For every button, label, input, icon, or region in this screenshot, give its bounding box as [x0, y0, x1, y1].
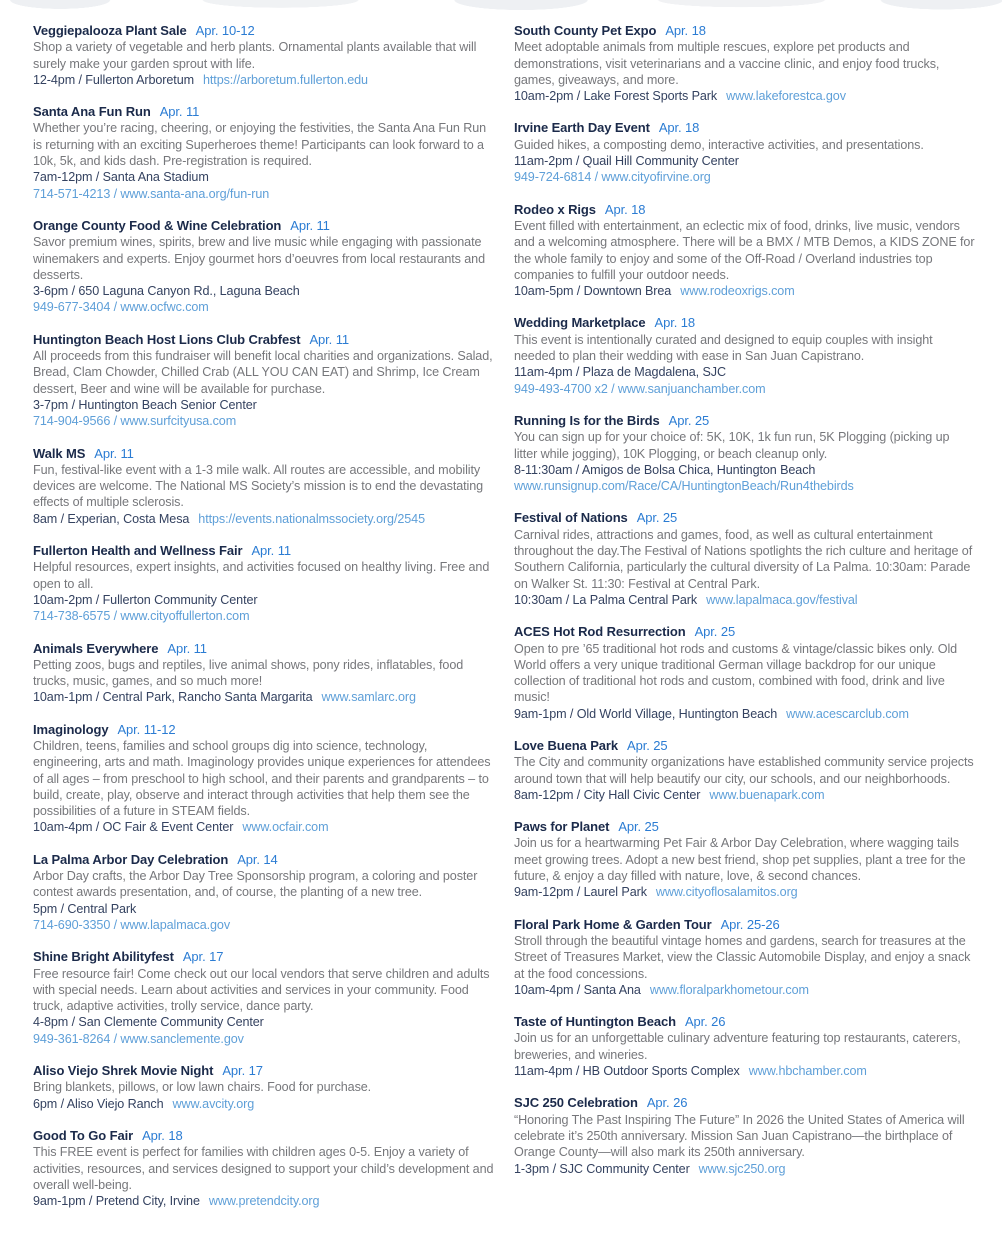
- event-description: This event is intentionally curated and designed to equip couples with insight needed to plan their wedding with ease in San Juan Capistrano.: [514, 332, 933, 364]
- event-schedule-line: [33, 819, 494, 835]
- event-header: [514, 917, 975, 933]
- event-schedule-line: [514, 1161, 975, 1177]
- event-description: Whether you’re racing, cheering, or enjoying the festivities, the Santa Ana Fun Run is returning with an exciting Superheroes theme! Participants can look forward to a 10k, 5k, and kids dash. Pre-registration is required.: [33, 121, 487, 169]
- event-date: Apr. 18: [142, 1127, 183, 1143]
- event-schedule-link[interactable]: https://events.nationalmssociety.org/2545: [198, 511, 425, 526]
- event-date: Apr. 25: [694, 624, 736, 640]
- event-schedule: 11am-2pm / Quail Hill Community Center: [514, 154, 739, 169]
- events-columns: [33, 23, 975, 1225]
- event-contact-link[interactable]: 949-724-6814 / www.cityofirvine.org: [514, 170, 711, 185]
- event-description: Open to pre ’65 traditional hot rods and customs & vintage/classic bikes only. Old World offers a very unique traditional German village backdrop for our unique collection of traditional hot rods and custom, combined with food, drink and live music!: [514, 641, 958, 705]
- event-schedule: 11am-4pm / HB Outdoor Sports Complex: [514, 1064, 740, 1079]
- event-contact-line: [33, 917, 494, 933]
- event-contact-line: [514, 478, 975, 494]
- event-title: ACES Hot Rod Resurrection: [514, 624, 686, 640]
- event-title: Fullerton Health and Wellness Fair: [33, 543, 243, 559]
- event-header: [514, 413, 975, 429]
- event-contact-link[interactable]: 714-904-9566 / www.surfcityusa.com: [33, 414, 237, 429]
- event-schedule-line: [514, 462, 975, 478]
- events-column-right: [514, 23, 975, 1225]
- event-card: [514, 315, 975, 396]
- event-schedule-line: [514, 153, 975, 169]
- events-column-left: [33, 23, 494, 1225]
- event-description: Petting zoos, bugs and reptiles, live animal shows, pony rides, inflatables, food trucks, music, games, and so much more!: [33, 657, 464, 689]
- event-date: Apr. 11: [167, 640, 207, 656]
- event-card: [33, 1063, 494, 1112]
- event-date: Apr. 11: [309, 331, 349, 347]
- event-card: [514, 202, 975, 300]
- event-schedule-line: [33, 169, 494, 185]
- event-schedule-link[interactable]: https://arboretum.fullerton.edu: [203, 72, 368, 87]
- event-title: Orange County Food & Wine Celebration: [33, 217, 282, 233]
- event-description: Event filled with entertainment, an eclectic mix of food, drinks, live music, vendors and a welcoming atmosphere. There will be a BMX / MTB Demos, a KIDS ZONE for the whole family to enjoy and some of the Off-Road / Overland industries top companies to fulfill your outdoor needs.: [514, 218, 975, 282]
- event-schedule-line: [514, 364, 975, 380]
- event-card: [514, 1095, 975, 1176]
- event-schedule: 4-8pm / San Clemente Community Center: [33, 1015, 264, 1030]
- event-card: [33, 446, 494, 527]
- event-schedule: 10am-4pm / OC Fair & Event Center: [33, 820, 234, 835]
- event-title: Floral Park Home & Garden Tour: [514, 916, 712, 932]
- event-card: [33, 949, 494, 1047]
- event-card: [514, 510, 975, 608]
- event-schedule-line: [33, 1014, 494, 1030]
- event-date: Apr. 11: [290, 217, 330, 233]
- event-schedule-line: [33, 397, 494, 413]
- event-contact-link[interactable]: www.runsignup.com/Race/CA/HuntingtonBeach/Run4thebirds: [514, 479, 854, 494]
- event-description: Savor premium wines, spirits, brew and live music while engaging with passionate winemakers and experts. Enjoy gourmet hors d’oeuvres from local restaurants and desserts.: [33, 235, 485, 282]
- event-schedule: 6pm / Aliso Viejo Ranch: [33, 1096, 164, 1111]
- event-contact-link[interactable]: 714-690-3350 / www.lapalmaca.gov: [33, 917, 231, 932]
- event-schedule: 11am-4pm / Plaza de Magdalena, SJC: [514, 365, 726, 380]
- event-schedule-line: [514, 884, 975, 900]
- event-schedule: 3-7pm / Huntington Beach Senior Center: [33, 397, 257, 412]
- event-description: The City and community organizations have established community service projects around town that will help beautify our city, our schools, and our neighborhoods.: [514, 755, 974, 786]
- event-header: [33, 722, 494, 738]
- event-title: Taste of Huntington Beach: [514, 1014, 676, 1030]
- event-description: Bring blankets, pillows, or low lawn chairs. Food for purchase.: [33, 1080, 372, 1095]
- event-schedule-line: [33, 283, 494, 299]
- event-date: Apr. 18: [654, 315, 696, 331]
- event-date: Apr. 26: [646, 1095, 688, 1111]
- event-schedule-link[interactable]: www.pretendcity.org: [208, 1194, 320, 1209]
- event-contact-link[interactable]: 714-571-4213 / www.santa-ana.org/fun-run: [33, 186, 270, 201]
- event-card: [33, 852, 494, 933]
- event-schedule: 7am-12pm / Santa Ana Stadium: [33, 170, 209, 185]
- event-schedule-line: [514, 706, 975, 722]
- event-title: Love Buena Park: [514, 737, 618, 753]
- event-title: Festival of Nations: [514, 510, 628, 526]
- event-schedule-link[interactable]: www.sjc250.org: [698, 1161, 786, 1176]
- event-card: [33, 1128, 494, 1209]
- event-header: [33, 332, 494, 348]
- event-schedule: 12-4pm / Fullerton Arboretum: [33, 72, 194, 87]
- event-header: [514, 1095, 975, 1111]
- event-header: [514, 23, 975, 39]
- event-title: Rodeo x Rigs: [514, 201, 596, 217]
- event-schedule-line: [33, 1193, 494, 1209]
- event-contact-line: [514, 169, 975, 185]
- event-description: This FREE event is perfect for families with children ages 0-5. Enjoy a variety of activities, resources, and services designed to support your child’s development and overall well-being.: [33, 1145, 494, 1192]
- event-title: Good To Go Fair: [33, 1127, 134, 1143]
- event-header: [514, 624, 975, 640]
- event-card: [514, 1014, 975, 1079]
- event-header: [514, 120, 975, 136]
- event-contact-link[interactable]: 949-493-4700 x2 / www.sanjuanchamber.com: [514, 381, 766, 396]
- event-card: [514, 917, 975, 998]
- event-header: [514, 202, 975, 218]
- event-date: Apr. 17: [182, 949, 224, 965]
- event-description: Free resource fair! Come check out our local vendors that serve children and adults with special needs. Learn about activities and services in your community. Food truck, adaptive activities, trolly service, dance party.: [33, 966, 490, 1014]
- event-header: [33, 446, 494, 462]
- event-card: [514, 23, 975, 104]
- event-description: Join us for an unforgettable culinary adventure featuring top restaurants, caterers, breweries, and wineries.: [514, 1031, 961, 1062]
- event-schedule-link[interactable]: www.hbchamber.com: [748, 1064, 867, 1079]
- event-schedule-line: [33, 901, 494, 917]
- event-schedule: 10:30am / La Palma Central Park: [514, 592, 698, 607]
- event-card: [33, 332, 494, 430]
- event-schedule-line: [514, 283, 975, 299]
- event-description: Shop a variety of vegetable and herb plants. Ornamental plants available that will surely make your garden sprout with life.: [33, 40, 477, 71]
- event-description: Join us for a heartwarming Pet Fair & Arbor Day Celebration, where wagging tails meet growing trees. Adopt a new best friend, shop pet supplies, plant a tree for the future, & enjoy a day filled with nature, love, & second chances.: [514, 836, 966, 884]
- event-description: Carnival rides, attractions and games, food, as well as cultural entertainment throughout the day.The Festival of Nations spotlights the rich culture and heritage of Southern California, particularly the cultural diversity of La Palma. 10:30am: Parade on Walker St. 11:30: Festival at Central Park.: [514, 527, 973, 591]
- event-date: Apr. 18: [604, 201, 646, 217]
- event-schedule: 3-6pm / 650 Laguna Canyon Rd., Laguna Beach: [33, 284, 300, 299]
- event-title: Animals Everywhere: [33, 640, 159, 656]
- event-card: [33, 23, 494, 88]
- event-title: Santa Ana Fun Run: [33, 104, 151, 120]
- event-title: Walk MS: [33, 445, 86, 461]
- event-card: [33, 104, 494, 202]
- event-title: Running Is for the Birds: [514, 412, 660, 428]
- event-title: La Palma Arbor Day Celebration: [33, 851, 229, 867]
- event-card: [514, 819, 975, 900]
- event-schedule-line: [33, 511, 494, 527]
- event-header: [33, 218, 494, 234]
- event-schedule: 8am / Experian, Costa Mesa: [33, 511, 190, 526]
- event-date: Apr. 25-26: [720, 916, 780, 932]
- event-schedule-line: [33, 72, 494, 88]
- event-contact-link[interactable]: 949-677-3404 / www.ocfwc.com: [33, 300, 209, 315]
- event-schedule-link[interactable]: www.acescarclub.com: [786, 706, 909, 721]
- event-schedule-line: [514, 592, 975, 608]
- event-schedule-link[interactable]: www.rodeoxrigs.com: [680, 284, 795, 299]
- event-title: Huntington Beach Host Lions Club Crabfest: [33, 331, 301, 347]
- event-contact-line: [33, 186, 494, 202]
- event-contact-line: [33, 299, 494, 315]
- event-date: Apr. 11: [159, 104, 200, 120]
- event-schedule-link[interactable]: www.buenapark.com: [709, 787, 825, 802]
- event-schedule: 10am-2pm / Fullerton Community Center: [33, 592, 258, 607]
- event-schedule: 8-11:30am / Amigos de Bolsa Chica, Huntington Beach: [514, 462, 816, 477]
- event-schedule-line: [33, 689, 494, 705]
- event-schedule: 9am-1pm / Old World Village, Huntington Beach: [514, 706, 778, 721]
- event-title: Wedding Marketplace: [514, 315, 646, 331]
- event-card: [514, 624, 975, 722]
- event-schedule: 10am-5pm / Downtown Brea: [514, 284, 672, 299]
- event-contact-link[interactable]: 949-361-8264 / www.sanclemente.gov: [33, 1031, 244, 1046]
- event-title: Irvine Earth Day Event: [514, 120, 650, 136]
- event-header: [33, 641, 494, 657]
- event-schedule-line: [514, 1063, 975, 1079]
- event-card: [33, 543, 494, 624]
- event-date: Apr. 18: [658, 120, 700, 136]
- event-description: “Honoring The Past Inspiring The Future” In 2026 the United States of America will celebrate it’s 250th anniversary. Mission San Juan Capistrano—the birthplace of Orange County—will also mark its 250th anniversary.: [514, 1112, 965, 1160]
- event-schedule: 5pm / Central Park: [33, 901, 137, 916]
- event-header: [33, 1128, 494, 1144]
- event-title: Aliso Viejo Shrek Movie Night: [33, 1063, 214, 1079]
- event-date: Apr. 25: [668, 412, 710, 428]
- event-schedule-link[interactable]: www.avcity.org: [172, 1096, 255, 1111]
- event-schedule-link[interactable]: www.samlarc.org: [321, 690, 416, 705]
- event-schedule: 10am-1pm / Central Park, Rancho Santa Margarita: [33, 690, 313, 705]
- event-description: Helpful resources, expert insights, and activities focused on healthy living. Free and open to all.: [33, 560, 490, 591]
- event-date: Apr. 26: [684, 1014, 726, 1030]
- event-contact-line: [514, 381, 975, 397]
- event-header: [33, 104, 494, 120]
- event-contact-line: [33, 1031, 494, 1047]
- event-schedule: 8am-12pm / City Hall Civic Center: [514, 787, 701, 802]
- event-description: You can sign up for your choice of: 5K, 10K, 1k fun run, 5K Plogging (picking up litter while jogging), 10K Plogging, or beach cleanup only.: [514, 430, 950, 461]
- event-title: South County Pet Expo: [514, 23, 657, 38]
- event-card: [514, 738, 975, 803]
- event-description: Guided hikes, a composting demo, interactive activities, and presentations.: [514, 137, 924, 152]
- event-date: Apr. 10-12: [195, 23, 255, 38]
- page-top-decoration: [0, 0, 1002, 12]
- event-date: Apr. 11: [94, 445, 134, 461]
- event-schedule-line: [514, 787, 975, 803]
- event-card: [514, 120, 975, 185]
- event-date: Apr. 18: [665, 23, 706, 38]
- event-schedule: 9am-12pm / Laurel Park: [514, 885, 647, 900]
- event-contact-link[interactable]: 714-738-6575 / www.cityoffullerton.com: [33, 609, 250, 624]
- event-description: Meet adoptable animals from multiple rescues, explore pet products and demonstrations, visit veterinarians and a vaccine clinic, and enjoy food trucks, games, giveaways, and more.: [514, 40, 940, 87]
- event-header: [514, 1014, 975, 1030]
- event-schedule: 1-3pm / SJC Community Center: [514, 1161, 690, 1176]
- event-date: Apr. 17: [222, 1063, 263, 1079]
- event-date: Apr. 11: [251, 543, 292, 559]
- event-schedule-link[interactable]: www.cityoflosalamitos.org: [655, 885, 798, 900]
- event-title: Shine Bright Abilityfest: [33, 949, 174, 965]
- event-card: [33, 722, 494, 836]
- event-header: [514, 738, 975, 754]
- event-schedule-line: [514, 88, 975, 104]
- event-description: Fun, festival-like event with a 1-3 mile walk. All routes are accessible, and mobility devices are welcome. The National MS Society’s mission is to end the devastating effects of multiple sclerosis.: [33, 462, 484, 510]
- event-header: [33, 1063, 494, 1079]
- event-schedule-line: [514, 982, 975, 998]
- event-date: Apr. 25: [627, 737, 668, 753]
- event-schedule-link[interactable]: www.lakeforestca.gov: [726, 89, 846, 104]
- event-header: [33, 949, 494, 965]
- event-description: Arbor Day crafts, the Arbor Day Tree Sponsorship program, a coloring and poster contest awards presentation, and, of course, the planting of a new tree.: [33, 869, 478, 900]
- event-schedule-link[interactable]: www.floralparkhometour.com: [649, 982, 809, 997]
- event-schedule: 10am-2pm / Lake Forest Sports Park: [514, 89, 718, 104]
- event-schedule: 9am-1pm / Pretend City, Irvine: [33, 1194, 200, 1209]
- event-description: Stroll through the beautiful vintage homes and gardens, search for treasures at the Street of Treasures Market, view the Classic Automobile Display, and enjoy a snack at the food concessions.: [514, 933, 971, 981]
- event-header: [33, 852, 494, 868]
- event-contact-line: [33, 413, 494, 429]
- event-header: [33, 23, 494, 39]
- event-schedule-link[interactable]: www.ocfair.com: [242, 820, 329, 835]
- event-title: Imaginology: [33, 721, 109, 737]
- event-card: [514, 413, 975, 494]
- event-contact-line: [33, 608, 494, 624]
- event-schedule: 10am-4pm / Santa Ana: [514, 982, 641, 997]
- event-date: Apr. 14: [237, 851, 278, 867]
- event-header: [514, 315, 975, 331]
- event-card: [33, 218, 494, 316]
- event-header: [514, 510, 975, 526]
- event-description: All proceeds from this fundraiser will benefit local charities and organizations. Salad, Bread, Clam Chowder, Chilled Crab (ALL YOU CAN EAT) and Shrimp, Ice Cream dessert, Beer and wine will be available for purchase.: [33, 349, 493, 396]
- event-description: Children, teens, families and school groups dig into science, technology, engineering, arts and math. Imaginology provides unique experiences for attendees of all ages – from preschool to high school, and their parents and grandparents – to build, create, play, observe and interact through activities that help them see the possibilities of a future in STEAM fields.: [33, 738, 491, 819]
- event-date: Apr. 11-12: [117, 721, 176, 737]
- event-schedule-line: [33, 592, 494, 608]
- event-title: Veggiepalooza Plant Sale: [33, 23, 187, 38]
- event-title: Paws for Planet: [514, 819, 610, 835]
- event-card: [33, 641, 494, 706]
- event-date: Apr. 25: [636, 510, 678, 526]
- event-date: Apr. 25: [618, 819, 659, 835]
- event-schedule-link[interactable]: www.lapalmaca.gov/festival: [706, 592, 858, 607]
- event-header: [514, 819, 975, 835]
- event-title: SJC 250 Celebration: [514, 1095, 638, 1111]
- event-schedule-line: [33, 1096, 494, 1112]
- event-header: [33, 543, 494, 559]
